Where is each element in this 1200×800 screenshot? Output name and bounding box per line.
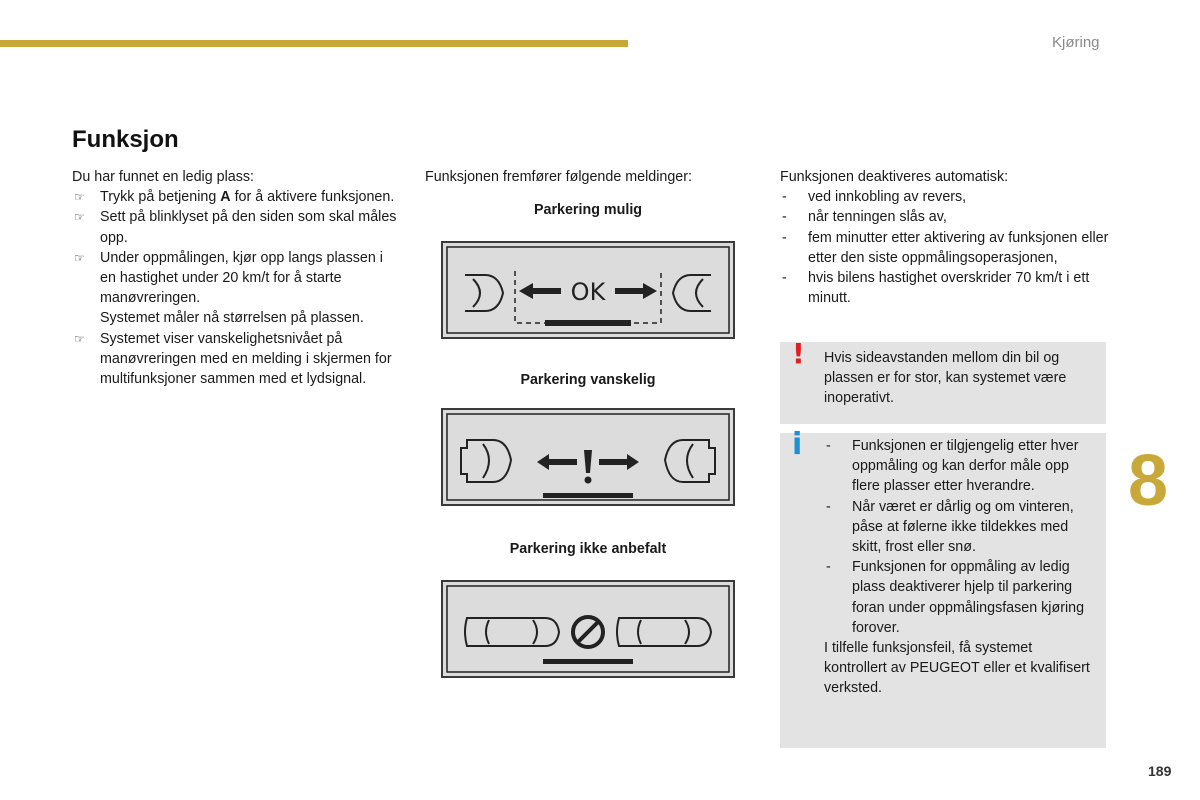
col2-intro: Funksjonen fremfører følgende meldinger: — [425, 169, 692, 185]
parking-difficult-illustration — [443, 410, 733, 504]
ok-display-text: OK — [570, 278, 606, 306]
info-note: I tilfelle funksjonsfeil, få systemet kontrollert av PEUGEOT eller et kvalifisert verksted. — [824, 640, 1090, 697]
control-letter: A — [220, 189, 231, 206]
message-label-not-recommended: Parkering ikke anbefalt — [509, 541, 667, 557]
col3-intro: Funksjonen deaktiveres automatisk: — [780, 169, 1009, 185]
pointing-hand-icon: ☞ — [74, 190, 85, 205]
pointing-hand-icon: ☞ — [74, 250, 85, 265]
column-activation — [72, 167, 402, 389]
list-item: - når tenningen slås av, — [782, 209, 947, 226]
warning-exclamation-icon: ! — [792, 337, 805, 370]
bullet-item: ☞ Trykk på betjening A for å aktivere funksjonen. — [72, 187, 402, 207]
display-parking-not-recommended — [441, 580, 735, 678]
info-icon: i — [792, 427, 803, 462]
col1-intro: Du har funnet en ledig plass: — [72, 169, 255, 185]
chapter-title: Kjøring — [1052, 34, 1100, 51]
list-item: - Funksjonen er tilgjengelig etter hver oppmåling og kan derfor måle opp flere plasser etter hverandre. — [826, 438, 1079, 495]
column-messages — [425, 167, 745, 187]
bullet-item: ☞ Under oppmålingen, kjør opp langs plassen i en hastighet under 20 km/t for å starte manøvreringen. — [74, 249, 383, 307]
bullet-note: Systemet måler nå størrelsen på plassen. — [100, 310, 364, 327]
section-title: Funksjon — [72, 126, 179, 153]
list-item: - fem minutter etter aktivering av funksjonen eller etter den siste oppmålingsoperasjonen, — [782, 229, 1109, 266]
page-number: 189 — [1148, 763, 1172, 779]
bullet-item: ☞ Systemet viser vanskelighetsnivået på manøvreringen med en melding i skjermen for multifunksjoner sammen med et lydsignal. — [74, 330, 392, 388]
list-item: - Når været er dårlig og om vinteren, påse at følerne ikke tildekkes med skitt, frost eller snø. — [826, 498, 1074, 556]
list-item: - Funksjonen for oppmåling av ledig plass deaktiverer hjelp til parkering foran under oppmålingsfasen kjøring forover. — [826, 559, 1085, 636]
pointing-hand-icon: ☞ — [74, 210, 85, 225]
chapter-number: 8 — [1128, 441, 1169, 521]
info-box — [780, 427, 1106, 748]
column-deactivation — [780, 167, 1110, 308]
list-item: - hvis bilens hastighet overskrider 70 km/t i ett minutt. — [782, 270, 1090, 307]
header-accent-bar — [0, 40, 628, 47]
parking-not-recommended-illustration — [443, 582, 733, 676]
list-item: - ved innkobling av revers, — [782, 189, 967, 206]
bullet-item: ☞ Sett på blinklyset på den siden som skal måles opp. — [74, 209, 397, 246]
parking-possible-illustration — [443, 243, 733, 337]
display-parking-possible — [441, 241, 735, 339]
warning-text: Hvis sideavstanden mellom din bil og plassen er for stor, kan systemet være inoperativt. — [824, 350, 1067, 407]
warning-box — [780, 337, 1106, 424]
pointing-hand-icon: ☞ — [74, 331, 85, 346]
message-label-possible: Parkering mulig — [533, 202, 643, 218]
display-parking-difficult — [441, 408, 735, 506]
message-label-difficult: Parkering vanskelig — [520, 372, 656, 388]
